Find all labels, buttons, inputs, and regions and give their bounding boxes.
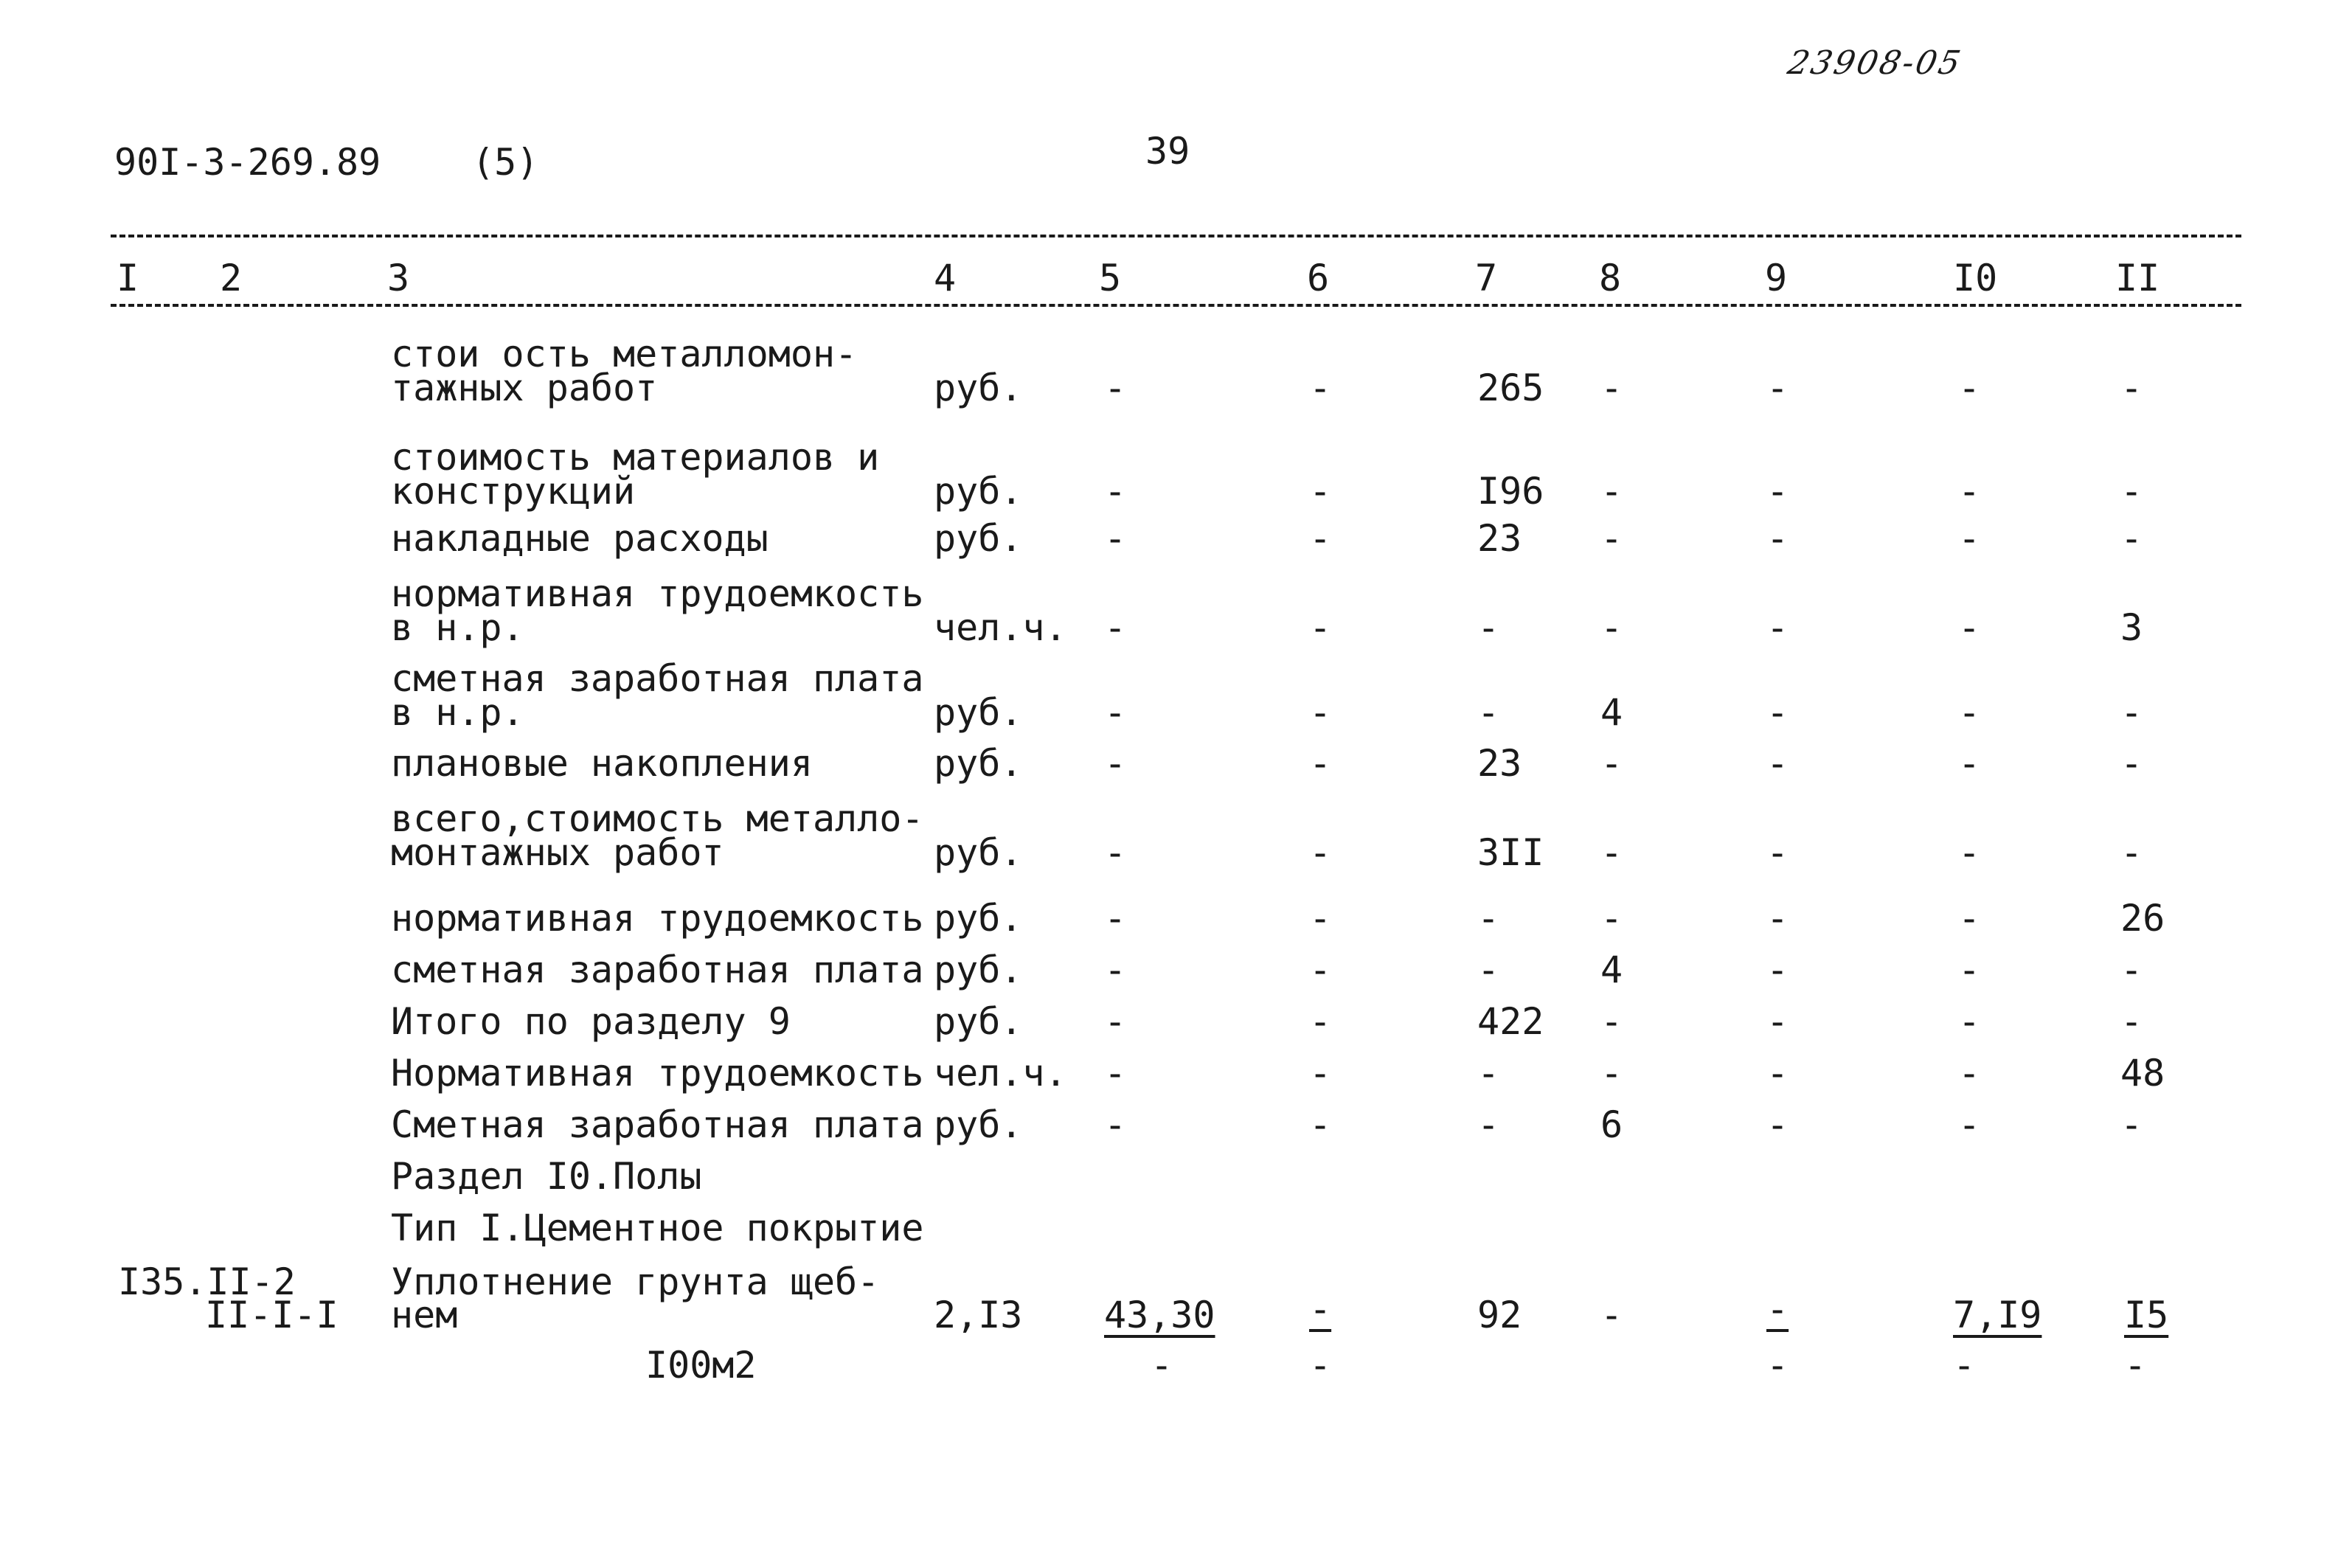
row-cell-c7: 23 — [1477, 517, 1522, 560]
item-col5: 43,30 — [1104, 1294, 1215, 1336]
row-cell-c11: - — [2120, 367, 2143, 409]
row-description-line: конструкций — [391, 470, 636, 513]
row-cell-c10: - — [1958, 517, 1981, 560]
row-description-line: Сметная заработная плата — [391, 1103, 924, 1146]
column-header-4: 4 — [934, 257, 957, 299]
header-bottom-rule — [111, 304, 2241, 307]
row-description-line: в н.р. — [391, 606, 524, 649]
row-description-line: стоимость материалов и — [391, 436, 880, 479]
row-cell-c9: - — [1766, 606, 1789, 649]
row-cell-c8: - — [1600, 517, 1623, 560]
item-col7: 92 — [1477, 1294, 1522, 1336]
row-cell-c5: - — [1104, 691, 1127, 734]
row-unit: руб. — [934, 517, 1023, 560]
column-header-6: 6 — [1307, 257, 1330, 299]
row-cell-c9: - — [1766, 517, 1789, 560]
row-cell-c9: - — [1766, 1103, 1789, 1146]
section-title: Раздел I0.Полы — [391, 1155, 702, 1198]
row-description-line: плановые накопления — [391, 742, 813, 785]
row-cell-c11: 26 — [2120, 897, 2165, 940]
row-cell-c6: - — [1309, 1052, 1332, 1095]
row-cell-c9: - — [1766, 742, 1789, 785]
header-top-rule — [111, 235, 2241, 237]
handwritten-reference: 23908-05 — [1784, 44, 1966, 82]
row-cell-c9: - — [1766, 1052, 1789, 1095]
row-cell-c10: - — [1958, 897, 1981, 940]
row-cell-c6: - — [1309, 1000, 1332, 1043]
row-description-line: монтажных работ — [391, 831, 724, 874]
row-cell-c11: - — [2120, 1000, 2143, 1043]
row-unit: руб. — [934, 948, 1023, 991]
column-header-8: 8 — [1599, 257, 1622, 299]
row-unit: руб. — [934, 367, 1023, 409]
row-cell-c11: 48 — [2120, 1052, 2165, 1095]
item-col6: - — [1309, 1288, 1332, 1331]
row-cell-c6: - — [1309, 1103, 1332, 1146]
item-code-line1: I35.II-2 — [118, 1260, 296, 1303]
item-unit: I00м2 — [645, 1344, 757, 1387]
row-unit: чел.ч. — [934, 1052, 1067, 1095]
row-cell-c5: - — [1104, 831, 1127, 874]
row-description-line: всего,стоимость металло- — [391, 797, 924, 840]
row-cell-c8: - — [1600, 470, 1623, 513]
row-unit: руб. — [934, 1103, 1023, 1146]
page-number: 39 — [1145, 130, 1190, 173]
row-cell-c7: - — [1477, 1052, 1500, 1095]
row-cell-c5: - — [1104, 470, 1127, 513]
row-cell-c5: - — [1104, 517, 1127, 560]
row-cell-c10: - — [1958, 606, 1981, 649]
row-description-line: стои ость металломон- — [391, 333, 858, 375]
item-code-line2: II-I-I — [205, 1294, 339, 1336]
row-description-line: нормативная трудоемкость — [391, 572, 924, 615]
row-cell-c7: - — [1477, 948, 1500, 991]
row-unit: руб. — [934, 742, 1023, 785]
row-description-line: накладные расходы — [391, 517, 769, 560]
item-description-line2: нем — [391, 1294, 458, 1336]
row-cell-c5: - — [1104, 367, 1127, 409]
row-unit: руб. — [934, 831, 1023, 874]
row-cell-c8: - — [1600, 1052, 1623, 1095]
row-cell-c11: - — [2120, 831, 2143, 874]
row-cell-c8: - — [1600, 1000, 1623, 1043]
row-cell-c8: - — [1600, 897, 1623, 940]
row-cell-c5: - — [1104, 742, 1127, 785]
item-col4: 2,I3 — [934, 1294, 1023, 1336]
row-cell-c10: - — [1958, 742, 1981, 785]
row-cell-c10: - — [1958, 831, 1981, 874]
item-col8: - — [1600, 1294, 1623, 1336]
row-cell-c10: - — [1958, 948, 1981, 991]
row-cell-c11: - — [2120, 742, 2143, 785]
row-description-line: в н.р. — [391, 691, 524, 734]
row-cell-c7: 265 — [1477, 367, 1544, 409]
row-cell-c8: 4 — [1600, 948, 1623, 991]
row-cell-c11: - — [2120, 948, 2143, 991]
document-part: (5) — [472, 141, 539, 184]
row-unit: руб. — [934, 691, 1023, 734]
row-cell-c8: 4 — [1600, 691, 1623, 734]
item-col10-under: - — [1953, 1344, 1976, 1387]
row-cell-c10: - — [1958, 691, 1981, 734]
row-cell-c5: - — [1104, 1000, 1127, 1043]
column-header-11: II — [2115, 257, 2160, 299]
row-cell-c8: - — [1600, 606, 1623, 649]
row-cell-c8: - — [1600, 742, 1623, 785]
row-cell-c6: - — [1309, 742, 1332, 785]
row-unit: руб. — [934, 470, 1023, 513]
item-col5-under: - — [1151, 1344, 1173, 1387]
row-cell-c6: - — [1309, 831, 1332, 874]
row-unit: руб. — [934, 1000, 1023, 1043]
row-unit: руб. — [934, 897, 1023, 940]
row-cell-c7: - — [1477, 606, 1500, 649]
row-cell-c11: 3 — [2120, 606, 2143, 649]
row-cell-c10: - — [1958, 1000, 1981, 1043]
row-unit: чел.ч. — [934, 606, 1067, 649]
row-cell-c9: - — [1766, 470, 1789, 513]
row-description-line: сметная заработная плата — [391, 657, 924, 700]
row-cell-c11: - — [2120, 1103, 2143, 1146]
row-description-line: сметная заработная плата — [391, 948, 924, 991]
item-col6-under: - — [1309, 1344, 1332, 1387]
column-header-10: I0 — [1953, 257, 1998, 299]
column-header-5: 5 — [1099, 257, 1122, 299]
subsection-title: Тип I.Цементное покрытие — [391, 1207, 924, 1249]
row-cell-c9: - — [1766, 367, 1789, 409]
row-cell-c10: - — [1958, 470, 1981, 513]
row-cell-c11: - — [2120, 691, 2143, 734]
row-cell-c7: 23 — [1477, 742, 1522, 785]
row-cell-c7: I96 — [1477, 470, 1544, 513]
row-cell-c6: - — [1309, 470, 1332, 513]
row-cell-c5: - — [1104, 948, 1127, 991]
column-header-1: I — [117, 257, 139, 299]
row-cell-c6: - — [1309, 691, 1332, 734]
row-cell-c7: 3II — [1477, 831, 1544, 874]
row-cell-c6: - — [1309, 517, 1332, 560]
column-header-7: 7 — [1475, 257, 1498, 299]
row-cell-c8: - — [1600, 367, 1623, 409]
document-code: 90I-3-269.89 — [114, 141, 381, 184]
row-cell-c6: - — [1309, 897, 1332, 940]
row-description-line: Итого по разделу 9 — [391, 1000, 791, 1043]
row-cell-c7: - — [1477, 897, 1500, 940]
row-cell-c7: - — [1477, 1103, 1500, 1146]
row-cell-c9: - — [1766, 691, 1789, 734]
row-cell-c7: 422 — [1477, 1000, 1544, 1043]
row-cell-c9: - — [1766, 831, 1789, 874]
column-header-3: 3 — [387, 257, 410, 299]
item-col11-under: - — [2124, 1344, 2147, 1387]
row-cell-c5: - — [1104, 1103, 1127, 1146]
row-description-line: Нормативная трудоемкость — [391, 1052, 924, 1095]
item-col10: 7,I9 — [1953, 1294, 2042, 1336]
row-cell-c8: - — [1600, 831, 1623, 874]
row-cell-c10: - — [1958, 1103, 1981, 1146]
row-cell-c9: - — [1766, 897, 1789, 940]
row-cell-c11: - — [2120, 470, 2143, 513]
row-cell-c10: - — [1958, 1052, 1981, 1095]
row-cell-c9: - — [1766, 948, 1789, 991]
item-col11: I5 — [2124, 1294, 2169, 1336]
item-description-line1: Уплотнение грунта щеб- — [391, 1260, 880, 1303]
row-cell-c5: - — [1104, 606, 1127, 649]
row-cell-c6: - — [1309, 948, 1332, 991]
row-cell-c7: - — [1477, 691, 1500, 734]
row-cell-c5: - — [1104, 1052, 1127, 1095]
column-header-2: 2 — [220, 257, 243, 299]
row-cell-c11: - — [2120, 517, 2143, 560]
row-cell-c5: - — [1104, 897, 1127, 940]
row-cell-c10: - — [1958, 367, 1981, 409]
row-cell-c8: 6 — [1600, 1103, 1623, 1146]
row-cell-c9: - — [1766, 1000, 1789, 1043]
row-cell-c6: - — [1309, 367, 1332, 409]
row-cell-c6: - — [1309, 606, 1332, 649]
row-description-line: нормативная трудоемкость — [391, 897, 924, 940]
item-col9: - — [1766, 1288, 1789, 1331]
row-description-line: тажных работ — [391, 367, 658, 409]
column-header-9: 9 — [1765, 257, 1788, 299]
item-col9-under: - — [1766, 1344, 1789, 1387]
